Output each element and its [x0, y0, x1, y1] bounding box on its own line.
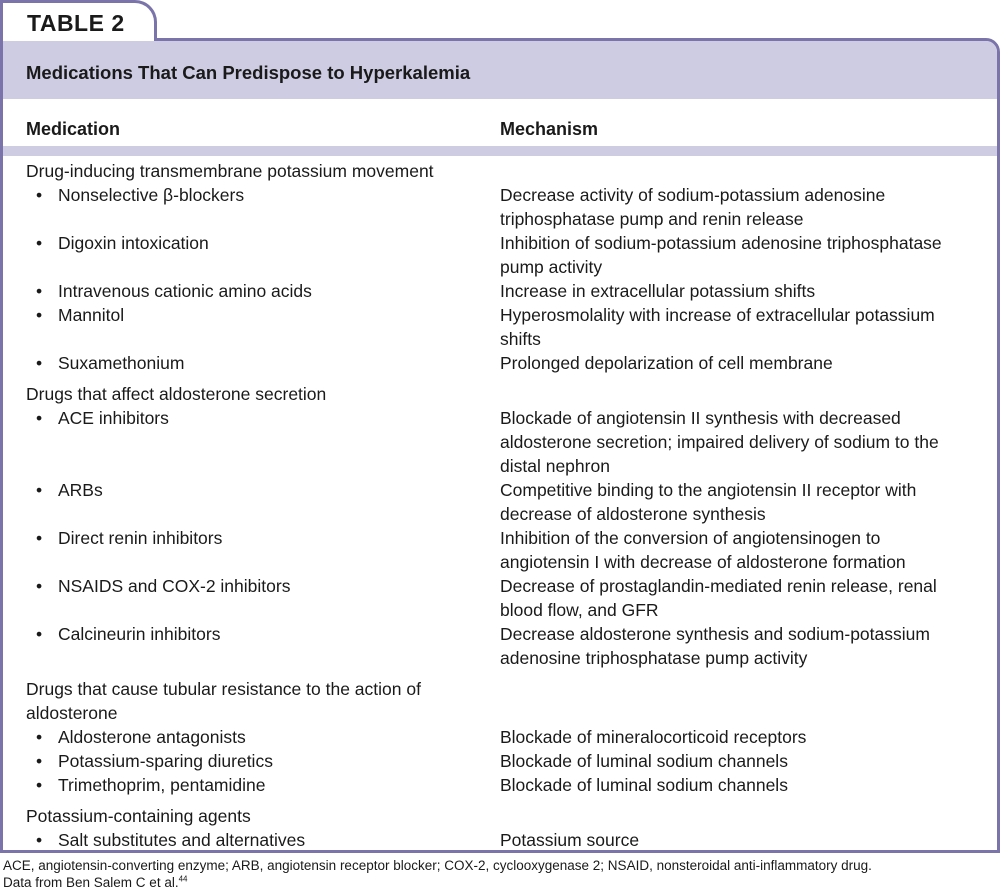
table-row [3, 828, 997, 852]
medication-name: Suxamethonium [58, 353, 185, 373]
medication-cell [3, 183, 477, 231]
table-row [3, 574, 997, 622]
bullet-icon: • [36, 281, 43, 301]
mechanism-cell: Increase in extracellular potassium shifts [500, 281, 816, 301]
mechanism-cell: Competitive binding to the angiotensin II receptor with decrease of aldosterone synthesis [500, 480, 917, 524]
medication-name: Intravenous cationic amino acids [58, 281, 312, 301]
bullet-icon [36, 852, 58, 853]
table-body [3, 159, 997, 853]
medication-name: Direct renin inhibitors [58, 528, 223, 548]
header-separator [3, 146, 997, 156]
bullet-icon: • [36, 185, 43, 205]
medication-name: Nonselective β-blockers [58, 185, 245, 205]
table-group [3, 159, 997, 375]
table-group [3, 677, 997, 797]
bullet-icon: • [36, 353, 43, 373]
group-heading-row [3, 382, 997, 406]
bullet-icon: • [36, 305, 43, 325]
medication-cell [3, 351, 477, 375]
bullet-icon: • [36, 775, 43, 795]
medication-cell [3, 725, 477, 749]
medication-cell [3, 231, 477, 279]
group-heading-row [3, 677, 997, 725]
bullet-icon: • [36, 408, 43, 428]
medication-cell [3, 852, 477, 853]
mechanism-cell: Decrease of prostaglandin-mediated renin release, renal blood flow, and GFR [500, 576, 937, 620]
mechanism-cell: Inhibition of the conversion of angiotensinogen to angiotensin I with decrease of aldosterone formation [500, 528, 906, 572]
table-row [3, 183, 997, 231]
table-row [3, 351, 997, 375]
table-row [3, 478, 997, 526]
column-header-medication: Medication [26, 119, 121, 139]
medication-name: Aldosterone antagonists [58, 727, 246, 747]
table-group [3, 382, 997, 670]
medication-cell [3, 828, 477, 852]
table-row [3, 231, 997, 279]
table-row [3, 773, 997, 797]
medication-cell [3, 406, 477, 478]
table-row [3, 303, 997, 351]
footnote-abbreviations: ACE, angiotensin-converting enzyme; ARB, angiotensin receptor blocker; COX-2, cyclooxygenase 2; NSAID, nonsteroidal anti-inflammatory drug. [3, 858, 872, 873]
group-heading-row [3, 159, 997, 183]
group-heading-row [3, 804, 997, 828]
table-row [3, 725, 997, 749]
medication-name: Trimethoprim, pentamidine [58, 775, 266, 795]
bullet-icon: • [36, 576, 43, 596]
table-title-band [3, 41, 997, 99]
group-heading-mechanism-empty [477, 382, 967, 406]
medication-cell [3, 622, 477, 670]
medication-cell [3, 478, 477, 526]
medication-name: Potassium-sparing diuretics [58, 751, 273, 771]
table-row [3, 622, 997, 670]
mechanism-cell: Inhibition of sodium-potassium adenosine triphosphatase pump activity [500, 233, 942, 277]
group-heading-mechanism-empty [477, 804, 967, 828]
mechanism-cell [477, 852, 967, 853]
group-heading: Potassium-containing agents [26, 806, 251, 826]
medication-cell [3, 303, 477, 351]
bullet-icon: • [36, 751, 43, 771]
medication-cell [3, 526, 477, 574]
medication-name: Salt substitutes and alternatives [58, 830, 306, 850]
mechanism-cell: Decrease activity of sodium-potassium adenosine triphosphatase pump and renin release [500, 185, 886, 229]
group-heading: Drugs that cause tubular resistance to the action of aldosterone [26, 679, 421, 723]
medication-name: NSAIDS and COX-2 inhibitors [58, 576, 291, 596]
table-label-tab [0, 0, 157, 41]
mechanism-cell: Prolonged depolarization of cell membrane [500, 353, 833, 373]
group-heading: Drug-inducing transmembrane potassium movement [26, 161, 434, 181]
group-heading-mechanism-empty [477, 677, 967, 725]
mechanism-cell: Hyperosmolality with increase of extracellular potassium shifts [500, 305, 935, 349]
table-row [3, 526, 997, 574]
medication-name: ARBs [58, 480, 103, 500]
mechanism-cell: Decrease aldosterone synthesis and sodium-potassium adenosine triphosphatase pump activity [500, 624, 930, 668]
mechanism-cell: Blockade of luminal sodium channels [500, 751, 788, 771]
bullet-icon: • [36, 727, 43, 747]
table-row [3, 279, 997, 303]
medication-name [58, 852, 324, 853]
table-row [3, 749, 997, 773]
column-header-mechanism: Mechanism [500, 119, 599, 139]
table-row [3, 406, 997, 478]
mechanism-cell: Blockade of mineralocorticoid receptors [500, 727, 807, 747]
bullet-icon: • [36, 830, 43, 850]
table-row [3, 852, 997, 853]
footnote-source-text: Data from Ben Salem C et al. [3, 875, 179, 890]
medication-cell [3, 574, 477, 622]
footnote-source [3, 875, 187, 890]
medication-cell [3, 749, 477, 773]
mechanism-cell: Blockade of luminal sodium channels [500, 775, 788, 795]
footnote-reference: 44 [178, 874, 188, 884]
medication-name: Digoxin intoxication [58, 233, 209, 253]
table-title: Medications That Can Predispose to Hyperkalemia [26, 62, 471, 83]
medication-name: Calcineurin inhibitors [58, 624, 221, 644]
bullet-icon: • [36, 624, 43, 644]
group-heading-mechanism-empty [477, 159, 967, 183]
medication-name: ACE inhibitors [58, 408, 169, 428]
bullet-icon: • [36, 480, 43, 500]
table-container [0, 38, 1000, 853]
mechanism-cell: Blockade of angiotensin II synthesis with decreased aldosterone secretion; impaired delivery of sodium to the distal nephron [500, 408, 939, 476]
medication-cell [3, 279, 477, 303]
mechanism-cell: Potassium source [500, 830, 640, 850]
medication-cell [3, 773, 477, 797]
bullet-icon: • [36, 528, 43, 548]
medication-name: Mannitol [58, 305, 125, 325]
table-group [3, 804, 997, 853]
group-heading: Drugs that affect aldosterone secretion [26, 384, 327, 404]
bullet-icon: • [36, 233, 43, 253]
table-label: TABLE 2 [27, 10, 125, 36]
